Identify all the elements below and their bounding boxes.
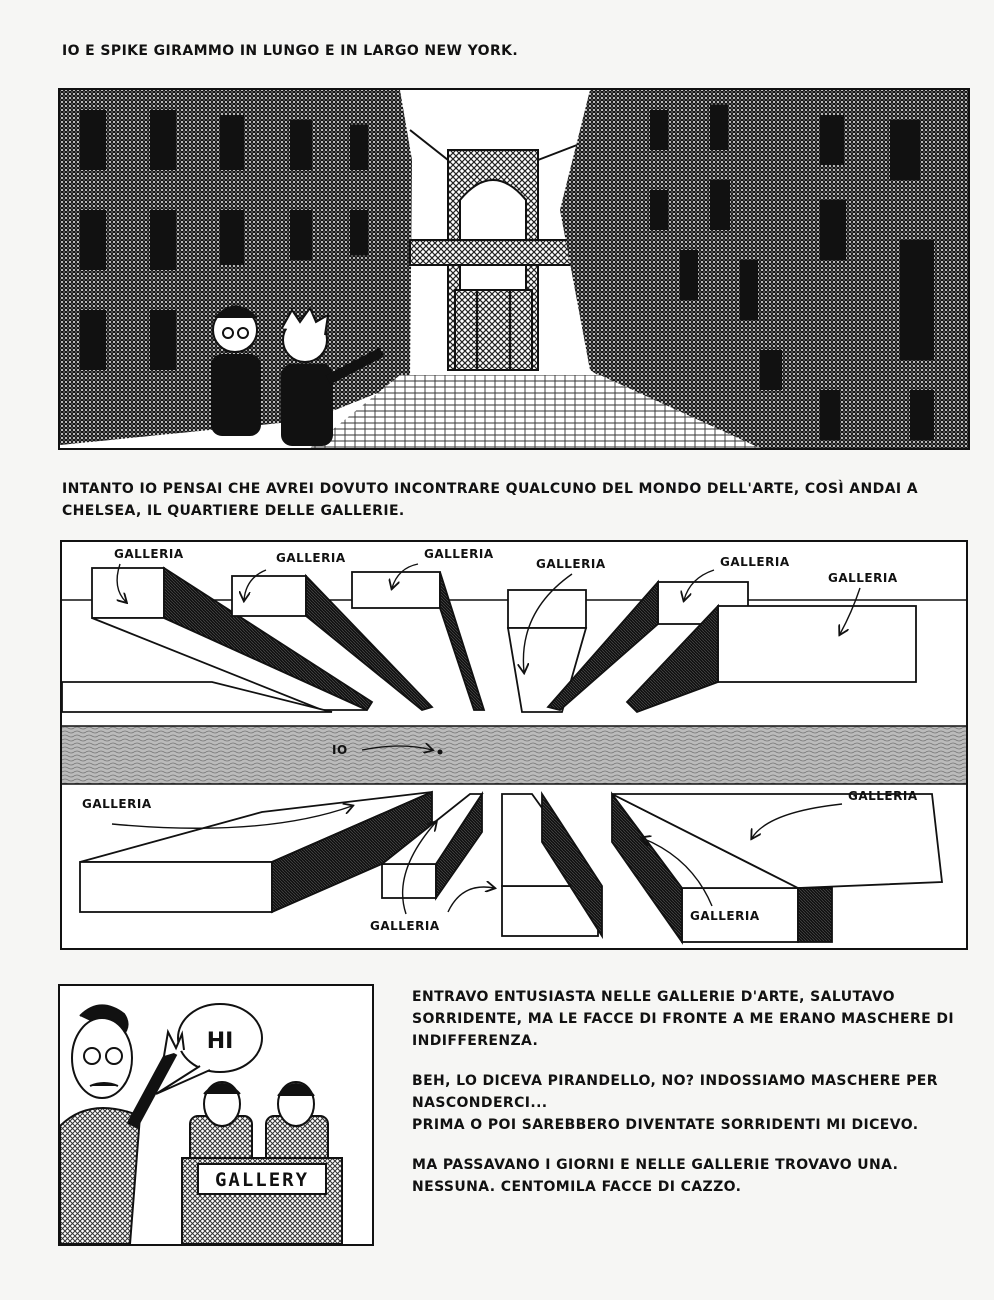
narration-paragraph-2 [412,1070,972,1136]
gallery-sign: GALLERY [214,1169,310,1191]
io-label: IO [332,743,348,757]
galleria-label: GALLERIA [690,909,760,923]
panel-brooklyn-street [58,88,970,450]
narration-line: SORRIDENTE, MA LE FACCE DI FRONTE A ME ERANO MASCHERE DI [412,1011,954,1027]
narration-paragraph-3 [412,1154,972,1198]
panel-gallery-map [60,540,968,950]
narration-line: MA PASSAVANO I GIORNI E NELLE GALLERIE TROVAVO UNA. [412,1157,899,1173]
io-dot [438,750,443,755]
narration-line: INDIFFERENZA. [412,1033,539,1049]
greeting-illustration [60,986,372,1244]
narration-line: NESSUNA. CENTOMILA FACCE DI CAZZO. [412,1179,742,1195]
caption-2 [62,478,918,522]
galleria-label: GALLERIA [424,547,494,561]
galleria-label: GALLERIA [114,547,184,561]
narration-block [412,986,972,1216]
gallery-map-illustration [62,542,966,948]
galleria-label: GALLERIA [720,555,790,569]
galleria-label: GALLERIA [82,797,152,811]
galleria-label: GALLERIA [536,557,606,571]
narration-paragraph-1 [412,986,972,1052]
galleria-label: GALLERIA [370,919,440,933]
caption-2-line-1: INTANTO IO PENSAI CHE AVREI DOVUTO INCONTRARE QUALCUNO DEL MONDO DELL'ARTE, COSÌ ANDAI A [62,481,918,497]
panel-gallery-greeting [58,984,374,1246]
narration-line: ENTRAVO ENTUSIASTA NELLE GALLERIE D'ARTE, SALUTAVO [412,989,895,1005]
narration-line: NASCONDERCI... [412,1095,548,1111]
galleria-label: GALLERIA [828,571,898,585]
speech-text: HI [206,1029,234,1054]
galleria-label: GALLERIA [848,789,918,803]
caption-1: IO E SPIKE GIRAMMO IN LUNGO E IN LARGO NEW YORK. [62,43,519,59]
street-illustration [60,90,968,448]
narration-line: BEH, LO DICEVA PIRANDELLO, NO? INDOSSIAMO MASCHERE PER [412,1073,938,1089]
caption-2-line-2: CHELSEA, IL QUARTIERE DELLE GALLERIE. [62,503,405,519]
narration-line: PRIMA O POI SAREBBERO DIVENTATE SORRIDENTI MI DICEVO. [412,1117,919,1133]
galleria-label: GALLERIA [276,551,346,565]
